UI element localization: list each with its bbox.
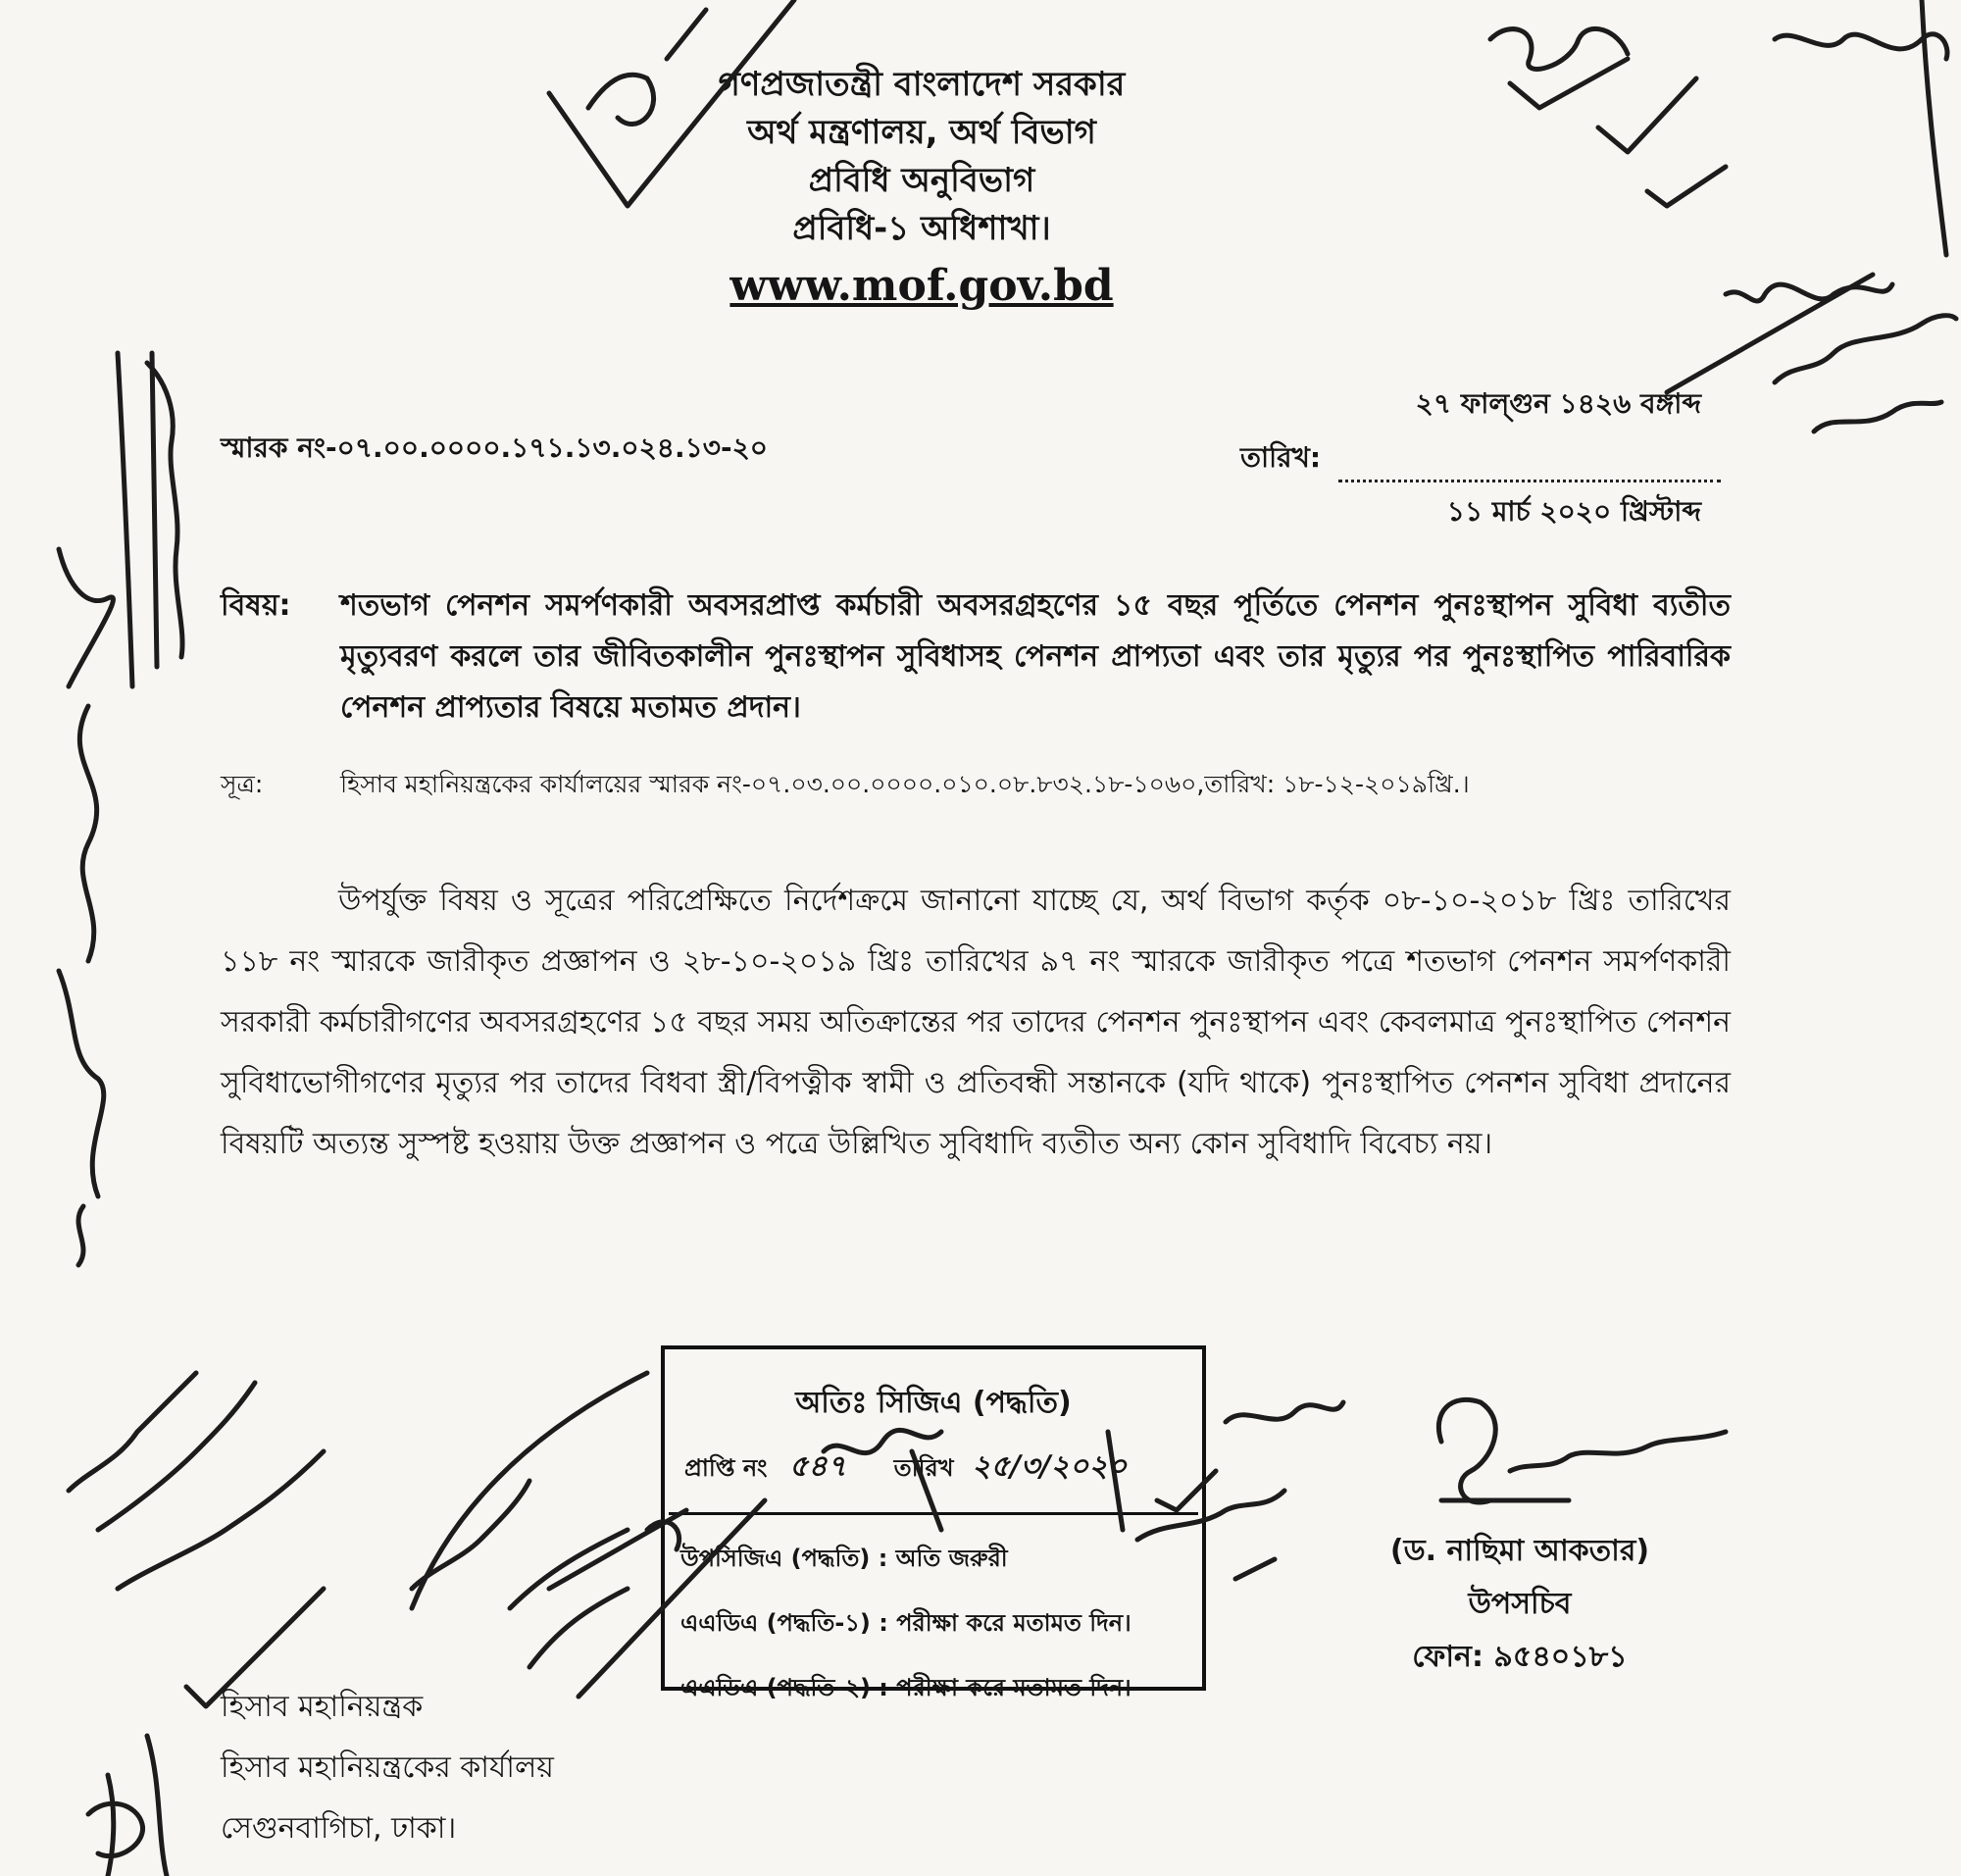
date-label: তারিখ: [1240,441,1322,474]
signer-phone: ফোন: ৯৫৪০১৮১ [1412,1640,1628,1674]
stamp-line-1: উপসিজিএ (পদ্ধতি) : অতি জরুরী [680,1545,1008,1572]
body-paragraph: উপর্যুক্ত বিষয় ও সূত্রের পরিপ্রেক্ষিতে নির্দেশক্রমে জানানো যাচ্ছে যে, অর্থ বিভাগ কর্তৃক ০৮-১০-২০১৮ খ্রিঃ তারিখের ১১৮ নং স্মারকে জারীকৃত প্রজ্ঞাপন ও ২৮-১০-২০১৯ খ্রিঃ তারিখের ৯৭ নং স্মারকে জারীকৃত পত্রে শতভাগ পেনশন সমর্পণকারী সরকারী কর্মচারীগণের অবসরগ্রহণের ১৫ বছর সময় অতিক্রান্তের পর তাদের পেনশন পুনঃস্থাপন এবং কেবলমাত্র পুনঃস্থাপিত পেনশন সুবিধাভোগীগণের মৃত্যুর পর তাদের বিধবা স্ত্রী/বিপত্নীক স্বামী ও প্রতিবন্ধী সন্তানকে (যদি থাকে) পুনঃস্থাপিত পেনশন সুবিধা প্রদানের বিষয়টি অত্যন্ত সুস্পষ্ট হওয়ায় উক্ত প্রজ্ঞাপন ও পত্রে উল্লিখিত সুবিধাদি ব্যতীত অন্য কোন সুবিধাদি বিবেচ্য নয়। [221,884,1731,1161]
recipient-line-2: হিসাব মহানিয়ন্ত্রকের কার্যালয় [221,1750,554,1785]
branch-name: প্রবিধি-১ অধিশাখা। [792,209,1051,248]
stamp-title: অতিঃ সিজিএ (পদ্ধতি) [795,1386,1072,1420]
signer-name: (ড. নাছিমা আকতার) [1389,1534,1650,1568]
handwritten-vertical-left [59,353,182,1265]
date-bangla: ২৭ ফাল্গুন ১৪২৬ বঙ্গাব্দ [1415,387,1701,420]
subject-text: শতভাগ পেনশন সমর্পণকারী অবসরপ্রাপ্ত কর্মচারী অবসরগ্রহণের ১৫ বছর পূর্তিতে পেনশন পুনঃস্থাপন সুবিধা ব্যতীত মৃত্যুবরণ করলে তার জীবিতকালীন পুনঃস্থাপন সুবিধাসহ পেনশন প্রাপ্যতা এবং তার মৃত্যুর পর পুনঃস্থাপিত পারিবারিক পেনশন প্রাপ্যতার বিষয়ে মতামত প্রদান। [340,588,1731,725]
stamp-date-value: ২৫/৩/২০২০ [971,1449,1128,1484]
handwritten-bottom-left [69,1373,324,1876]
stamp-receipt-label: প্রাপ্তি নং [684,1454,768,1482]
handwritten-signer-signature [1438,1399,1726,1502]
handwritten-signature-date [1667,275,1956,431]
government-name: গণপ্রজাতন্ত্রী বাংলাদেশ সরকার [718,65,1126,104]
stamp-line-2: এএডিএ (পদ্ধতি-১) : পরীক্ষা করে মতামত দিন। [680,1609,1131,1637]
recipient-line-3: সেগুনবাগিচা, ঢাকা। [221,1811,457,1846]
ministry-name: অর্থ মন্ত্রণালয়, অর্থ বিভাগ [747,113,1096,152]
website-link[interactable]: www.mof.gov.bd [729,261,1114,311]
stamp-receipt-number: ৫৪৭ [788,1449,847,1484]
date-gregorian: ১১ মার্চ ২০২০ খ্রিস্টাব্দ [1446,495,1701,528]
handwritten-stamp-marks [412,1373,1343,1697]
recipient-line-1: হিসাব মহানিয়ন্ত্রক [221,1690,424,1724]
handwritten-ticks-top-right [1490,0,1947,255]
stamp-date-label: তারিখ [893,1454,954,1482]
memo-number: স্মারক নং-০৭.০০.০০০০.১৭১.১৩.০২৪.১৩-২০ [221,431,768,464]
reference-label: সূত্র: [221,770,264,798]
wing-name: প্রবিধি অনুবিভাগ [808,161,1035,200]
subject-label: বিষয়: [221,588,291,623]
reference-text: হিসাব মহানিয়ন্ত্রকের কার্যালয়ের স্মারক নং-০৭.০৩.০০.০০০০.০১০.০৮.৮৩২.১৮-১০৬০,তারিখ: ১৮-১২-২০১৯খ্রি.। [340,770,1470,798]
stamp-line-3: এএডিএ (পদ্ধতি-২) : পরীক্ষা করে মতামত দিন। [680,1674,1131,1701]
signer-designation: উপসচিব [1468,1587,1572,1621]
handwritten-box-mark [549,0,794,206]
